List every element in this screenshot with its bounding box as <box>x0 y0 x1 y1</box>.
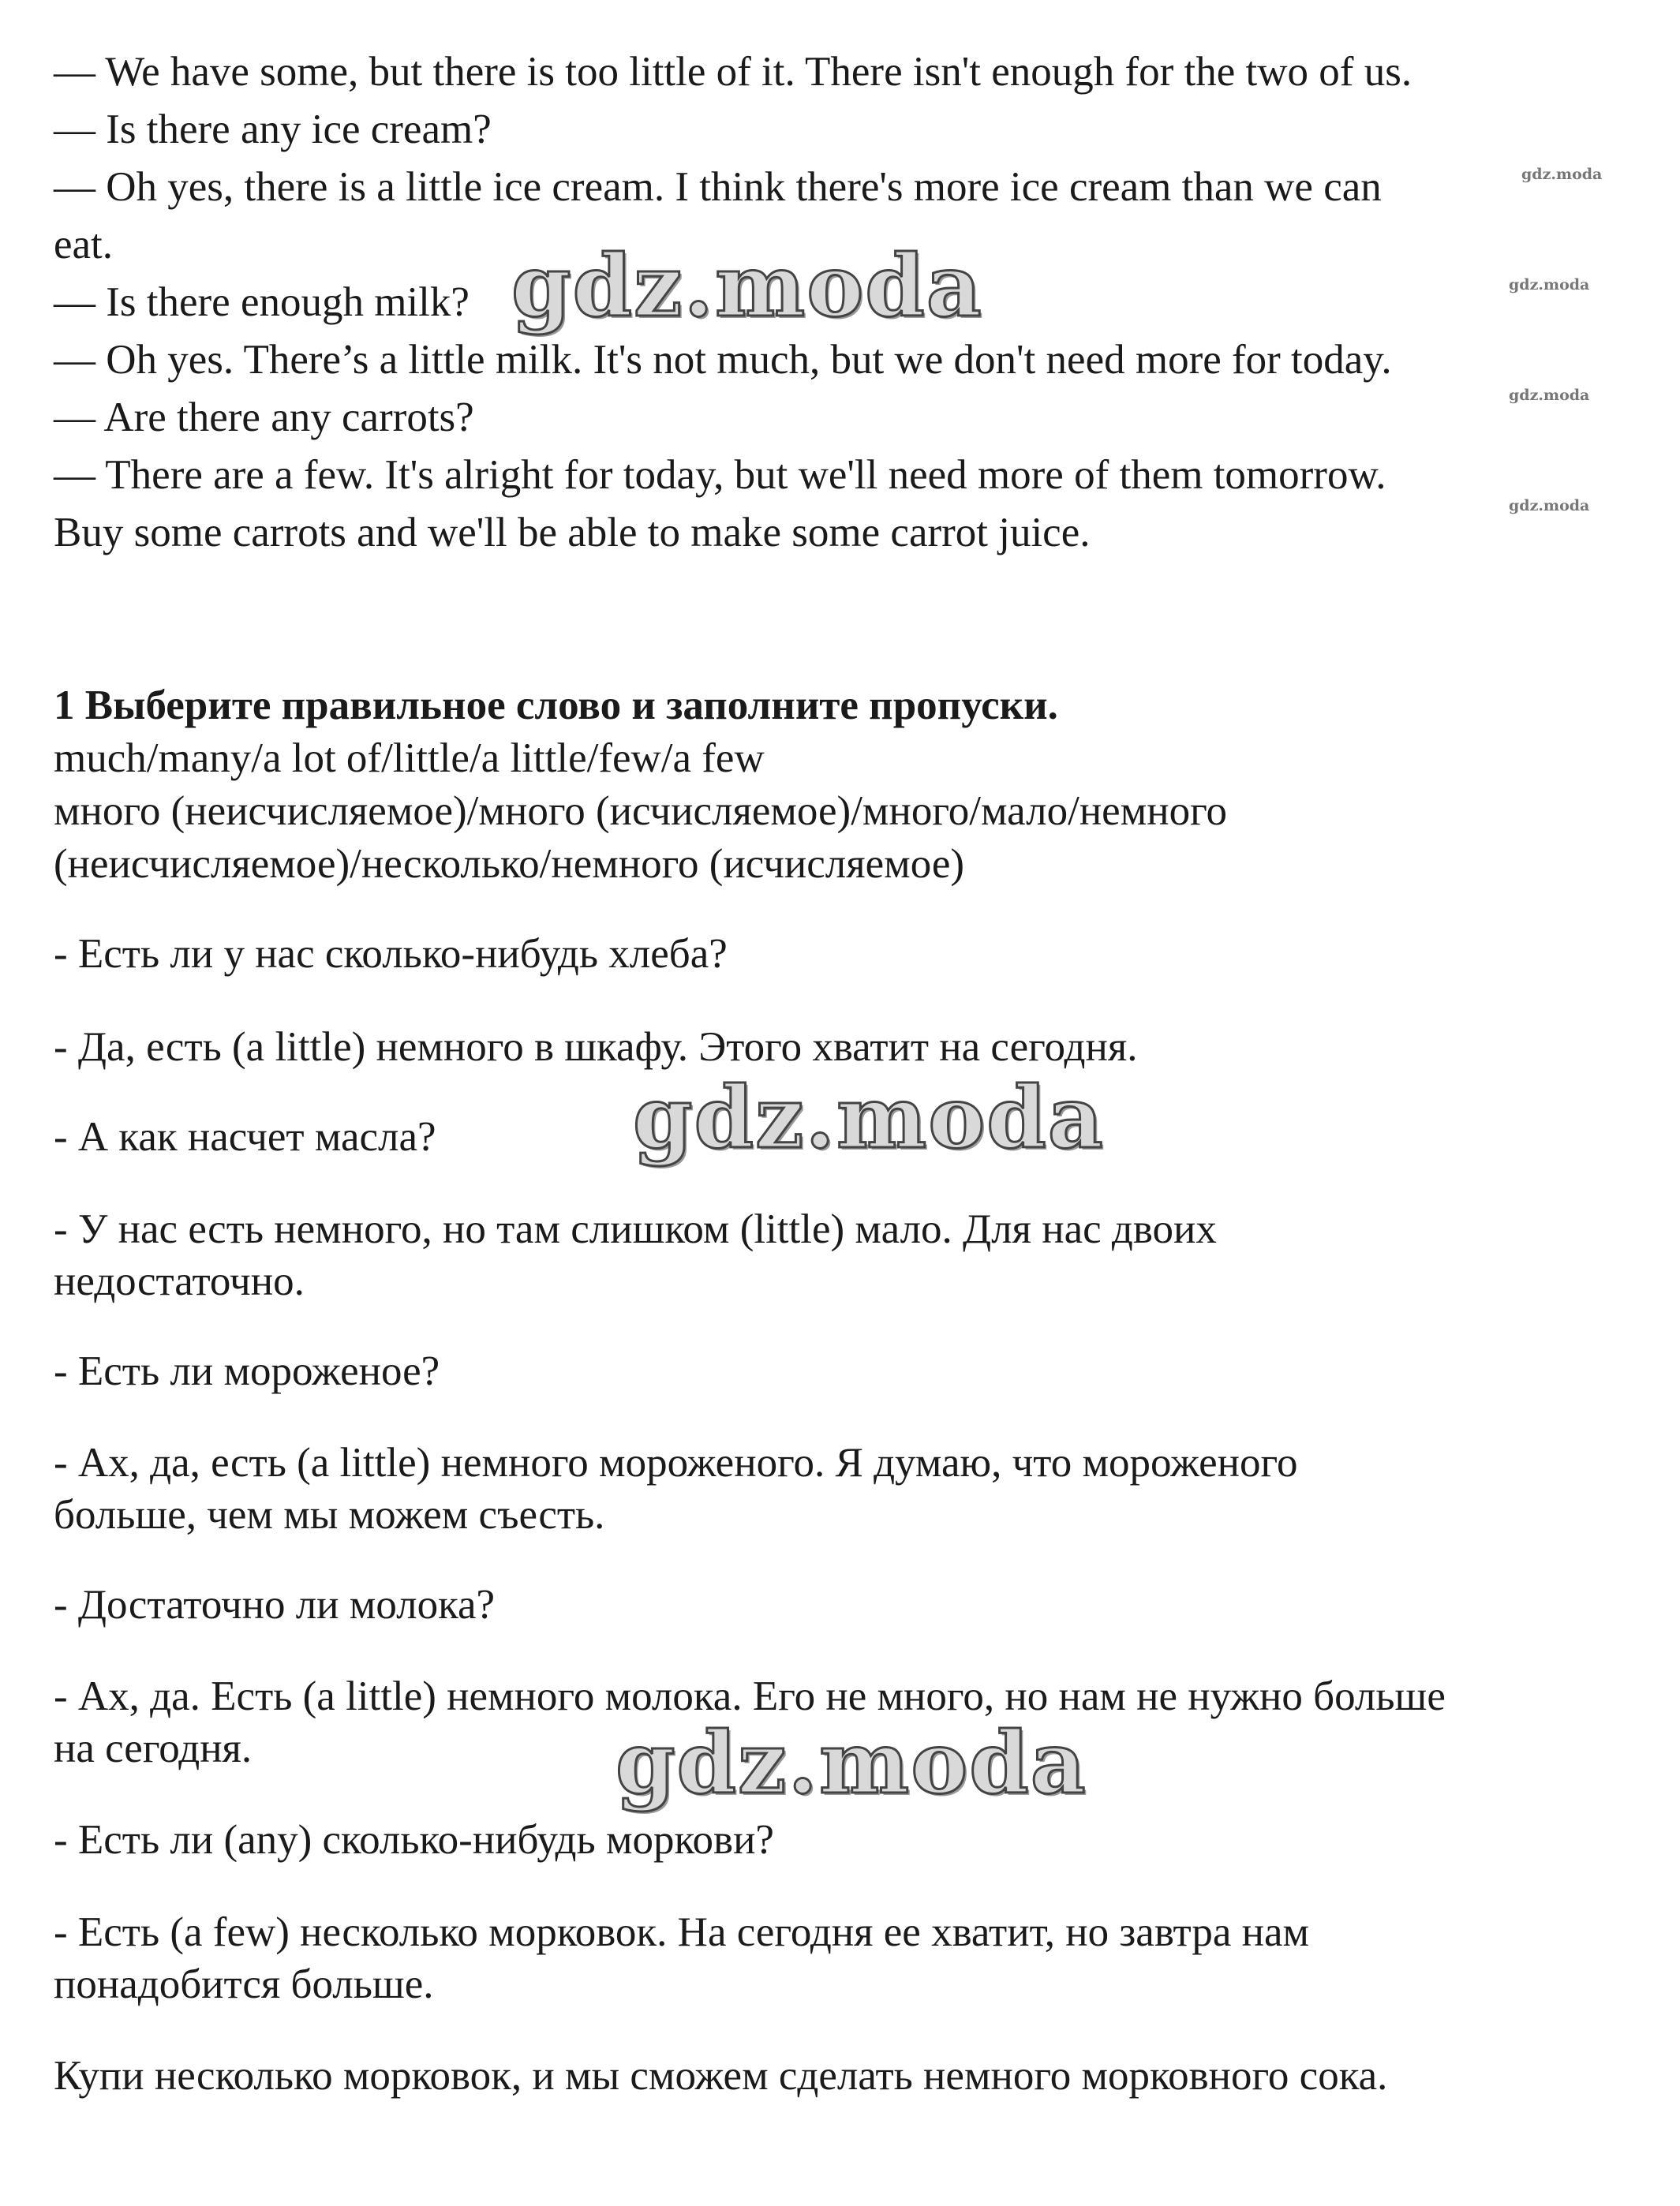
dialogue-ru-line: - Есть ли (any) сколько-нибудь моркови? <box>54 1817 774 1863</box>
dialogue-en-line: — There are a few. It's alright for today, but we'll need more of them tomorrow. <box>54 452 1386 498</box>
dialogue-en-line: — Is there any ice cream? <box>54 107 492 152</box>
exercise-translation: много (неисчисляемое)/много (исчисляемое)/много/мало/немного <box>54 788 1228 834</box>
dialogue-en-line: — Oh yes. There’s a little milk. It's not much, but we don't need more for today. <box>54 337 1392 383</box>
dialogue-ru-line: - Ах, да, есть (a little) немного мороженого. Я думаю, что мороженого <box>54 1440 1298 1486</box>
dialogue-ru-line: - Есть ли мороженое? <box>54 1348 440 1394</box>
dialogue-ru-line: на сегодня. <box>54 1726 253 1771</box>
exercise-words: much/many/a lot of/little/a little/few/a few <box>54 735 765 781</box>
dialogue-en-line: Buy some carrots and we'll be able to make some carrot juice. <box>54 510 1091 555</box>
dialogue-ru-line: недостаточно. <box>54 1258 305 1304</box>
watermark-small: gdz.moda <box>1509 276 1590 294</box>
dialogue-ru-line: - Достаточно ли молока? <box>54 1582 496 1628</box>
exercise-heading: 1 Выберите правильное слово и заполните пропуски. <box>54 682 1058 728</box>
watermark-small: gdz.moda <box>1521 166 1603 183</box>
dialogue-ru-line: - Есть ли у нас сколько-нибудь хлеба? <box>54 931 728 977</box>
dialogue-en-line: — Is there enough milk? <box>54 279 470 325</box>
watermark-logo: gdz.moda <box>511 237 983 336</box>
dialogue-ru-line: - Ах, да. Есть (a little) немного молока. Его не много, но нам не нужно больше <box>54 1673 1446 1719</box>
dialogue-ru-line: - А как насчет масла? <box>54 1114 436 1160</box>
watermark-logo: gdz.moda <box>616 1714 1087 1813</box>
dialogue-en-line: — Are there any carrots? <box>54 394 474 440</box>
dialogue-ru-line: - У нас есть немного, но там слишком (little) мало. Для нас двоих <box>54 1206 1217 1252</box>
dialogue-ru-line: понадобится больше. <box>54 1961 434 2007</box>
watermark-small: gdz.moda <box>1509 387 1590 404</box>
exercise-translation: (неисчисляемое)/несколько/немного (исчисляемое) <box>54 841 965 887</box>
dialogue-en-line: — We have some, but there is too little of it. There isn't enough for the two of us. <box>54 49 1412 95</box>
dialogue-en-line: — Oh yes, there is a little ice cream. I think there's more ice cream than we can <box>54 164 1382 210</box>
dialogue-en-line: eat. <box>54 222 114 267</box>
dialogue-ru-line: - Да, есть (a little) немного в шкафу. Этого хватит на сегодня. <box>54 1024 1138 1070</box>
dialogue-ru-line: Купи несколько морковок, и мы сможем сделать немного морковного сока. <box>54 2053 1388 2099</box>
dialogue-ru-line: больше, чем мы можем съесть. <box>54 1492 605 1538</box>
dialogue-ru-line: - Есть (a few) несколько морковок. На сегодня ее хватит, но завтра нам <box>54 1909 1310 1955</box>
watermark-small: gdz.moda <box>1509 497 1590 514</box>
watermark-logo: gdz.moda <box>633 1068 1105 1168</box>
